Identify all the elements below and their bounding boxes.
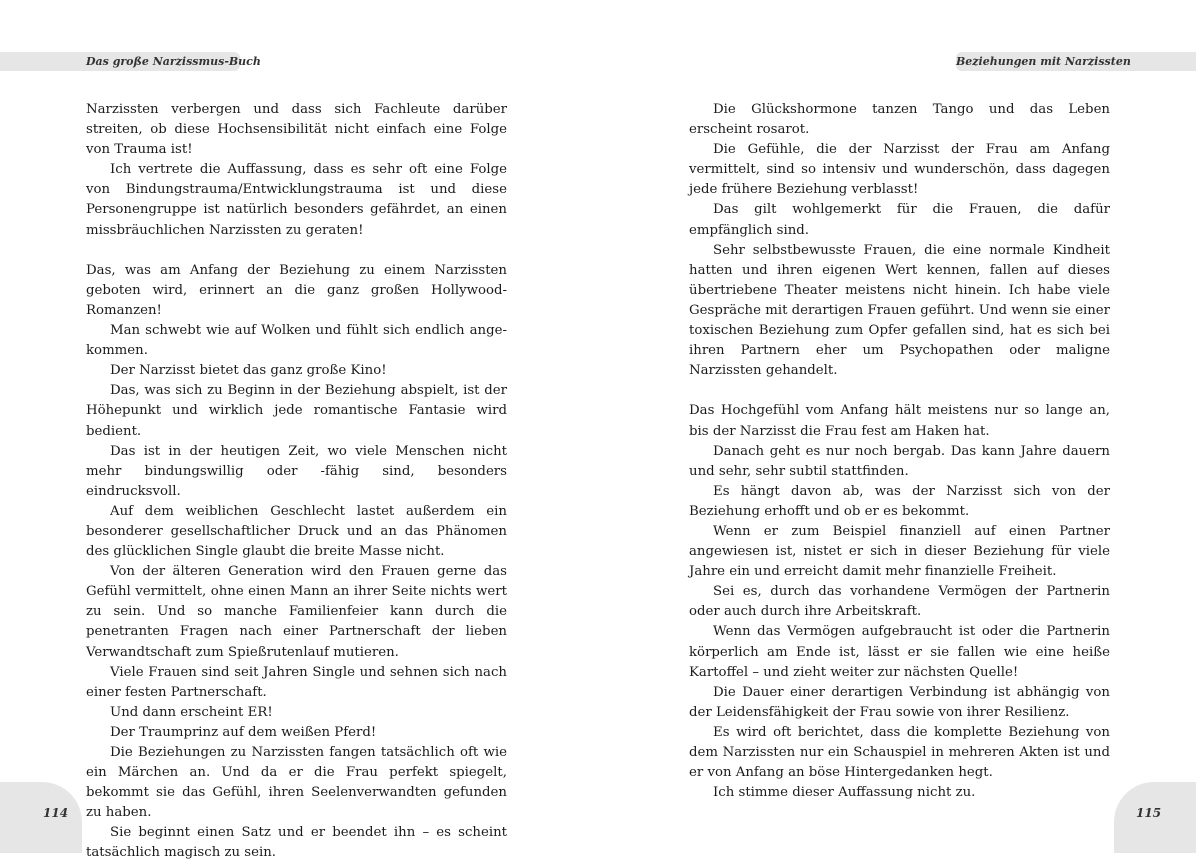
paragraph: Wenn er zum Beispiel finanziell auf einen Partner angewiesen ist, nistet er sich in dieser Beziehung für viele Jahre ein und erreicht damit mehr finanzielle Freiheit. xyxy=(689,523,1110,580)
paragraph: Von der älteren Generation wird den Frauen gerne das Gefühl vermittelt, ohne einen Mann an ihrer Seite nichts wert zu sein. Und so manche Familienfeier kann durch die penetranten Fragen nach einer Partnerschaft der lieben Verwandtschaft zum Spießrutenlauf mutieren. xyxy=(86,564,507,660)
paragraph: Sehr selbstbewusste Frauen, die eine normale Kindheit hatten und ihren eigenen Wert kennen, fallen auf dieses übertriebene Theater meistens nicht hinein. Ich habe viele Gespräche mit derartigen Frauen geführt. Und wenn sie einer toxischen Beziehung zum Opfer gefallen sind, hat es sich bei ihren Partnern eher um Psychopathen oder maligne Narzissten gehandelt. xyxy=(689,242,1110,379)
paragraph: Das gilt wohlgemerkt für die Frauen, die dafür empfänglich sind. xyxy=(689,202,1110,238)
left-page-text xyxy=(86,100,507,864)
right-page-text xyxy=(689,100,1110,803)
left-page xyxy=(0,0,598,861)
paragraph: Und dann erscheint ER! xyxy=(110,704,273,720)
paragraph: Es hängt davon ab, was der Narzisst sich von der Beziehung erhofft und ob er es bekommt. xyxy=(689,483,1110,519)
paragraph: Sei es, durch das vorhandene Vermögen der Partnerin oder auch durch ihre Arbeitskraft. xyxy=(689,584,1110,620)
paragraph: Der Narzisst bietet das ganz große Kino! xyxy=(110,363,387,379)
paragraph: Das Hochgefühl vom Anfang hält meistens nur so lange an, bis der Narzisst die Frau fest am Haken hat. xyxy=(689,403,1110,439)
page-number-right: 115 xyxy=(1114,782,1196,853)
page-number-left: 114 xyxy=(0,782,82,853)
paragraph: Die Beziehungen zu Narzissten fangen tatsächlich oft wie ein Märchen an. Und da er die Frau perfekt spiegelt, bekommt sie das Gefühl, ihren Seelenverwandten gefunden zu haben. xyxy=(86,745,507,821)
paragraph: Die Glückshormone tanzen Tango und das Leben erscheint rosarot. xyxy=(689,102,1110,138)
paragraph: Ich stimme dieser Auffassung nicht zu. xyxy=(713,785,976,801)
paragraph: Viele Frauen sind seit Jahren Single und sehnen sich nach einer festen Partnerschaft. xyxy=(86,664,507,700)
paragraph: Das, was sich zu Beginn in der Beziehung abspielt, ist der Höhepunkt und wirklich jede romantische Fantasie wird bedient. xyxy=(86,383,507,439)
paragraph: Man schwebt wie auf Wolken und fühlt sich endlich angekommen. xyxy=(86,323,507,359)
paragraph: Es wird oft berichtet, dass die komplette Beziehung von dem Narzissten nur ein Schauspiel in mehreren Akten ist und er von Anfang an böse Hintergedanken hegt. xyxy=(689,724,1110,781)
paragraph: Das, was am Anfang der Beziehung zu einem Narzissten geboten wird, erinnert an die ganz großen Hollywood-Romanzen! xyxy=(86,262,507,318)
paragraph: Ich vertrete die Auffassung, dass es sehr oft eine Folge von Bindungstrauma/Entwicklungstrauma ist und diese Personengruppe ist natürlich besonders gefährdet, an einen missbräuchlichen Narzissten zu geraten! xyxy=(86,162,507,238)
paragraph: Auf dem weiblichen Geschlecht lastet außerdem ein besonderer gesellschaftlicher Druck und an das Phänomen des glücklichen Single glaubt die breite Masse nicht. xyxy=(86,503,507,560)
paragraph: Danach geht es nur noch bergab. Das kann Jahre dauern und sehr, sehr subtil stattfinden. xyxy=(689,443,1110,479)
paragraph: Sie beginnt einen Satz und er beendet ihn – es scheint tatsächlich magisch zu sein. xyxy=(86,825,507,861)
paragraph: Der Traumprinz auf dem weißen Pferd! xyxy=(110,724,377,740)
paragraph: Wenn das Vermögen aufgebraucht ist oder die Partnerin körperlich am Ende ist, lässt er sie fallen wie eine heiße Kartoffel – und zieht weiter zur nächsten Quelle! xyxy=(689,624,1110,680)
paragraph: Die Dauer einer derartigen Verbindung ist abhängig von der Leidensfähigkeit der Frau sowie von ihrer Resilienz. xyxy=(689,684,1110,720)
right-page xyxy=(598,0,1196,853)
paragraph: Narzissten verbergen und dass sich Fachleute darüber streiten, ob diese Hochsensibilität nicht einfach eine Folge von Trauma ist! xyxy=(86,102,507,158)
running-header-left: Das große Narzissmus-Buch xyxy=(0,52,240,71)
paragraph: Das ist in der heutigen Zeit, wo viele Menschen nicht mehr bindungswillig oder -fähig sind, besonders eindrucksvoll. xyxy=(86,443,507,499)
running-header-right: Beziehungen mit Narzissten xyxy=(956,52,1196,71)
paragraph: Die Gefühle, die der Narzisst der Frau am Anfang vermittelt, sind so intensiv und wunderschön, dass dagegen jede frühere Beziehung verblasst! xyxy=(689,142,1110,198)
